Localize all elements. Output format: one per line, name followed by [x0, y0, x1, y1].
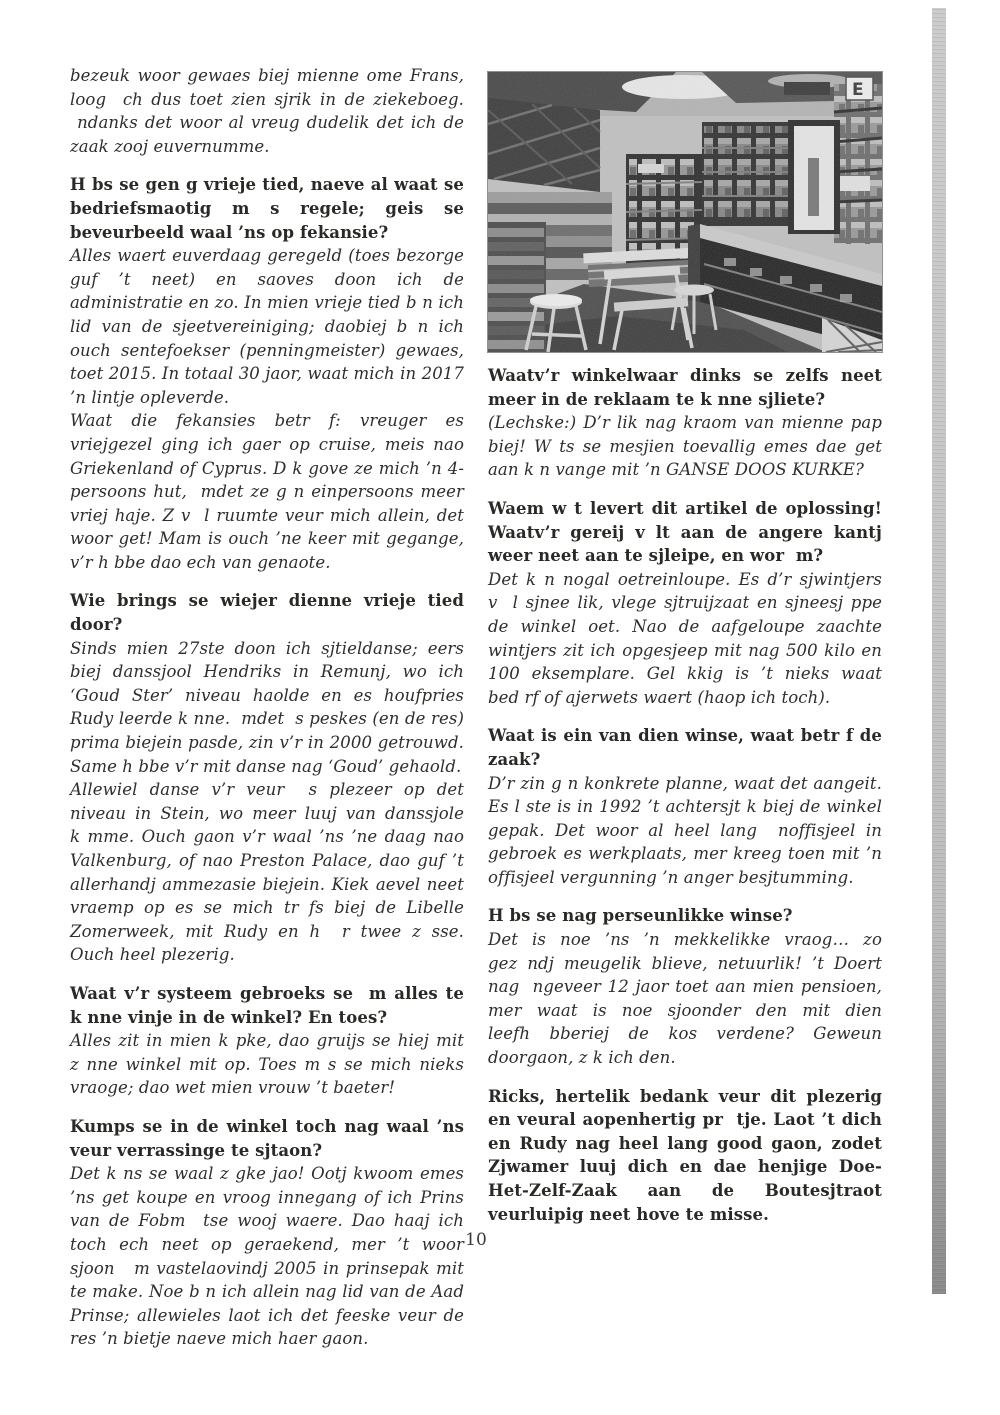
question-shop-system: Waat v’r systeem gebroeks se m alles te k nne vinje in de winkel? En toes?: [70, 983, 464, 1027]
answer-personal-wishes: Det is noe ’ns ’n mekkelikke vraog… zo gez ndj meugelik blieve, netuurlik! ’t Doert nag ngeveer 12 jaor toet aan mien pensioen, mer waat is noe sjoonder den mit dien leefh bberiej de kos verdene? Geweun doorgaon, z k ich den.: [488, 930, 882, 1068]
shop-interior-photo-image: [488, 72, 882, 352]
question-business-wishes: Waat is ein van dien winse, waat betr f de zaak?: [488, 726, 882, 769]
question-surprises: Kumps se in de winkel toch nag waal ’ns veur verrassinge te sjtaon?: [70, 1116, 464, 1160]
answer-leisure-2: Allewiel danse v’r veur s plezeer op det niveau in Stein, wo meer luuj van danssjole k mme. Ouch gaon v’r waal ’ns ’ne daag nao Valkenburg, of nao Preston Palace, dao guf ’t allerhandj ammezasie biejein. Kiek aevel neet vraemp op es se mich tr fs biej de Libelle Zomerweek, mit Rudy en h r twee z sse. Ouch heel plezerig.: [70, 780, 464, 965]
answer-article-solution: Det k n nogal oetreinloupe. Es d’r sjwintjers v l sjnee lik, vlege sjtruijzaat en sjneesj ppe de winkel oet. Nao de aafgeloupe zaachte wintjers zit ich opgesjeep mit nag 500 kilo en 100 eksemplare. Gel kkig is ’t nieks waat bed rf of ajerwets waert (haop ich toch).: [488, 569, 882, 707]
answer-free-time-2: Waat die fekansies betr f: vreuger es vriejgezel ging ich gaer op cruise, meis nao Griekenland of Cyprus. D k gove ze mich ’n 4-persoons hut, mdet ze g n einpersoons meer vriej haje. Z v l ruumte veur mich allein, det woor get! Mam is ouch ’ne keer mit gegange, v’r h bbe dao ech van genaote.: [70, 411, 464, 572]
page-number: 10: [465, 1230, 487, 1250]
shop-interior-photo: [488, 72, 882, 352]
svg-text:E: E: [852, 80, 864, 100]
closing-thanks: Ricks, hertelik bedank veur dit plezerig en veural aopenhertig pr tje. Laot ’t dich en Rudy nag heel lang good gaon, zodet Zjwamer luuj dich en dae henjige Doe-Het-Zelf-Zaak aan de Boutesjtraot veurluipig neet hove te misse.: [488, 1086, 882, 1224]
question-leisure: Wie brings se wiejer dienne vrieje tied door?: [70, 591, 464, 635]
answer-leisure-1: Sinds mien 27ste doon ich sjtieldanse; eers biej danssjool Hendriks in Remunj, wo ich ‘Goud Ster’ niveau haolde en es houfpries Rudy leerde k nne. mdet s peskes (en de res) prima biejein pasde, zin v’r in 2000 getrouwd. Same h bbe v’r mit danse nag ‘Goud’ gehaold.: [70, 638, 464, 776]
article-body: [70, 64, 882, 1351]
question-advertising: Waatv’r winkelwaar dinks se zelfs neet meer in de reklaam te k nne sjliete?: [488, 366, 882, 409]
question-article-solution: Waem w t levert dit artikel de oplossing! Waatv’r gereij v lt aan de angere kantj weer neet aan te sjleipe, en wor m?: [488, 498, 882, 566]
answer-business-wishes: D’r zin g n konkrete planne, waat det aangeit. Es l ste is in 1992 ’t achtersjt k biej de winkel gepak. Det woor al heel lang noffisjeel in gebroek es werkplaats, mer kreeg toen mit ’n offisjeel vergunning ’n anger besjtumming.: [488, 773, 882, 887]
answer-surprises: Det k ns se waal z gke jao! Ootj kwoom emes ’ns get koupe en vroog innegang of ich Prins van de Fobm tse wooj waere. Dao haaj ich toch ech neet op geraekend, mer ’t woor sjoon m vastelaovindj 2005 in prinsepak mit te make. Noe b n ich allein nag lid van de Aad Prinse; allewieles laot ich det feeske veur de res ’n bietje naeve mich haer gaon.: [70, 1164, 464, 1349]
decorative-edge-strip: [932, 8, 946, 1294]
question-personal-wishes: H bs se nag perseunlikke winse?: [488, 906, 793, 926]
right-column: [488, 64, 882, 1351]
question-free-time: H bs se gen g vrieje tied, naeve al waat se bedriefsmaotig m s regele; geis se beveurbeeld waal ’ns op fekansie?: [70, 175, 464, 242]
answer-shop-system: Alles zit in mien k pke, dao gruijs se hiej mit z nne winkel mit op. Toes m s se mich nieks vraoge; dao wet mien vrouw ’t baeter!: [70, 1031, 464, 1098]
answer-free-time-1: Alles waert euverdaag geregeld (toes bezorge guf ’t neet) en saoves doon ich de administratie en zo. In mien vrieje tied b n ich lid van de sjeetvereiniging; daobiej b n ich ouch sentefoekser (penningmeister) gewaes, toet 2015. In totaal 30 jaor, waat mich in 2017 ’n lintje opleverde.: [70, 246, 464, 407]
answer-advertising: (Lechske:) D’r lik nag kraom van mienne pap biej! W ts se mesjien toevallig emes dae get aan k n vange mit ’n GANSE DOOS KURKE?: [488, 413, 882, 480]
intro-continued-paragraph: bezeuk woor gewaes biej mienne ome Frans, loog ch dus toet zien sjrik in de ziekeboeg. ndanks det woor al vreug dudelik det ich de zaak zooj euvernumme.: [70, 66, 464, 156]
left-column: [70, 64, 464, 1351]
